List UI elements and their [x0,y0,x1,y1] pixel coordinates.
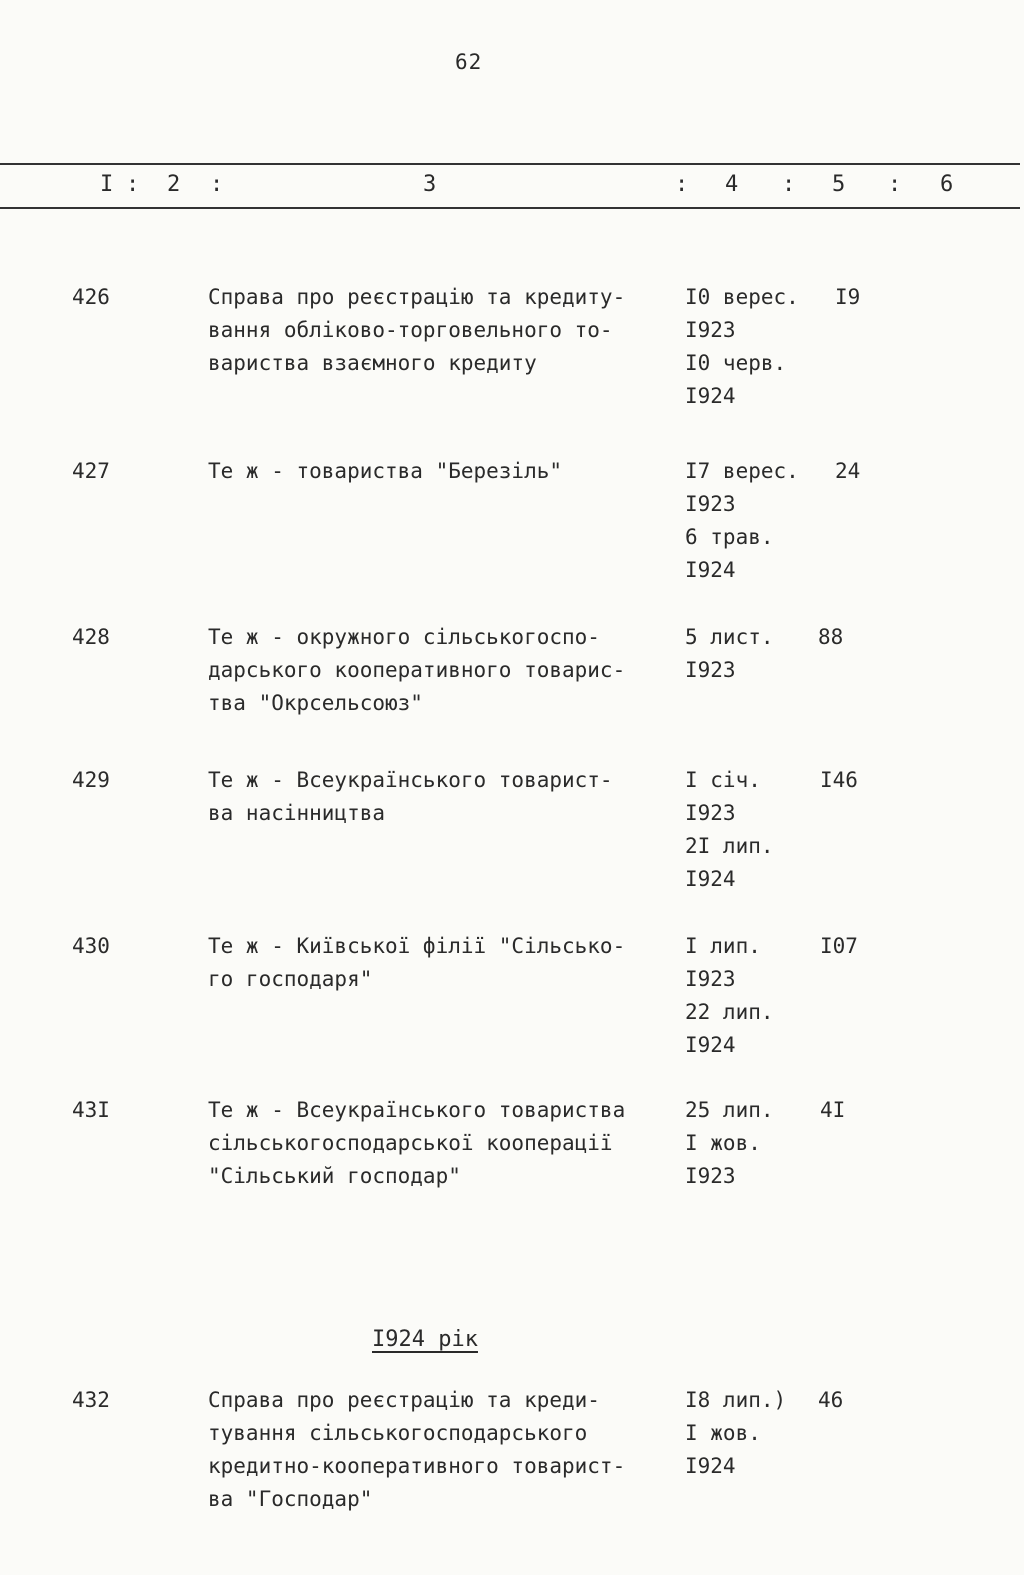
header-col-1: I [100,172,114,197]
record-number: 426 [72,285,110,309]
record-date-line: I0 верес. [685,285,799,309]
record-number: 43I [72,1098,110,1122]
record-number: 430 [72,934,110,958]
record-date-line: I жов. [685,1131,761,1155]
record-title [208,1384,668,1516]
header-rule-bottom [0,207,1020,209]
record-date-line: I923 [685,318,736,342]
record-title [208,930,668,996]
record-date-line: I923 [685,801,736,825]
record-title-line: Те ж - Всеукраїнського товарист- [208,768,613,792]
page-number: 62 [455,50,483,74]
record-title-line: тва "Окрсельсоюз" [208,691,423,715]
record-title-line: дарського кооперативного товарис- [208,658,626,682]
header-separator: : [782,172,796,197]
record-title-line: кредитно-кооперативного товарист- [208,1454,626,1478]
record-date-line: I жов. [685,1421,761,1445]
record-title-line: ва "Господар" [208,1487,373,1511]
record-title-line: Те ж - Київської філії "Сільсько- [208,934,626,958]
record-number: 432 [72,1388,110,1412]
record-date-line: I924 [685,384,736,408]
record-title [208,764,668,830]
record-sheet-count: 24 [835,459,861,483]
record-date-line: I923 [685,492,736,516]
record-sheet-count: 46 [818,1388,844,1412]
header-separator: : [675,172,689,197]
header-separator: : [888,172,902,197]
record-date-line: 22 лип. [685,1000,774,1024]
header-separator: : [126,172,140,197]
record-date-line: I0 черв. [685,351,787,375]
record-date-line: I923 [685,967,736,991]
record-title [208,1094,668,1193]
record-date-line: I924 [685,1454,736,1478]
record-dates [685,1384,815,1483]
record-title-line: го господаря" [208,967,373,991]
record-dates [685,764,815,896]
header-separator: : [210,172,224,197]
record-number: 428 [72,625,110,649]
record-sheet-count: I46 [820,768,858,792]
record-date-line: 2I лип. [685,834,774,858]
section-heading-year: I924 рік [372,1327,478,1352]
record-sheet-count: 88 [818,625,844,649]
header-col-5: 5 [832,172,846,197]
record-date-line: 6 трав. [685,525,774,549]
record-number: 429 [72,768,110,792]
record-title-line: сільськогосподарської кооперації [208,1131,613,1155]
record-title-line: Справа про реєстрацію та креди- [208,1388,600,1412]
record-title-line: ва насінництва [208,801,386,825]
record-title [208,281,668,380]
record-date-line: I923 [685,1164,736,1188]
record-date-line: I8 лип.) [685,1388,787,1412]
header-rule-top [0,163,1020,165]
record-date-line: I924 [685,558,736,582]
record-date-line: 5 лист. [685,625,774,649]
record-dates [685,1094,815,1193]
record-sheet-count: I9 [835,285,861,309]
record-date-line: 25 лип. [685,1098,774,1122]
record-title-line: тування сільськогосподарського [208,1421,588,1445]
record-date-line: I924 [685,867,736,891]
record-sheet-count: 4I [820,1098,846,1122]
record-title-line: Те ж - окружного сільськогоспо- [208,625,600,649]
record-title-line: Те ж - Всеукраїнського товариства [208,1098,626,1122]
record-date-line: I923 [685,658,736,682]
header-col-4: 4 [725,172,739,197]
record-title-line: "Сільський господар" [208,1164,461,1188]
record-title-line: вариства взаємного кредиту [208,351,537,375]
record-date-line: I7 верес. [685,459,799,483]
record-title-line: Справа про реєстрацію та кредиту- [208,285,626,309]
record-title-line: вання обліково-торговельного то- [208,318,613,342]
record-title [208,455,668,488]
header-col-3: 3 [423,172,437,197]
record-date-line: I січ. [685,768,761,792]
header-col-6: 6 [940,172,954,197]
record-date-line: I лип. [685,934,761,958]
record-date-line: I924 [685,1033,736,1057]
record-dates [685,930,815,1062]
record-number: 427 [72,459,110,483]
record-title-line: Те ж - товариства "Березіль" [208,459,563,483]
header-col-2: 2 [167,172,181,197]
record-title [208,621,668,720]
record-dates [685,281,815,413]
record-dates [685,455,815,587]
record-dates [685,621,815,687]
record-sheet-count: I07 [820,934,858,958]
